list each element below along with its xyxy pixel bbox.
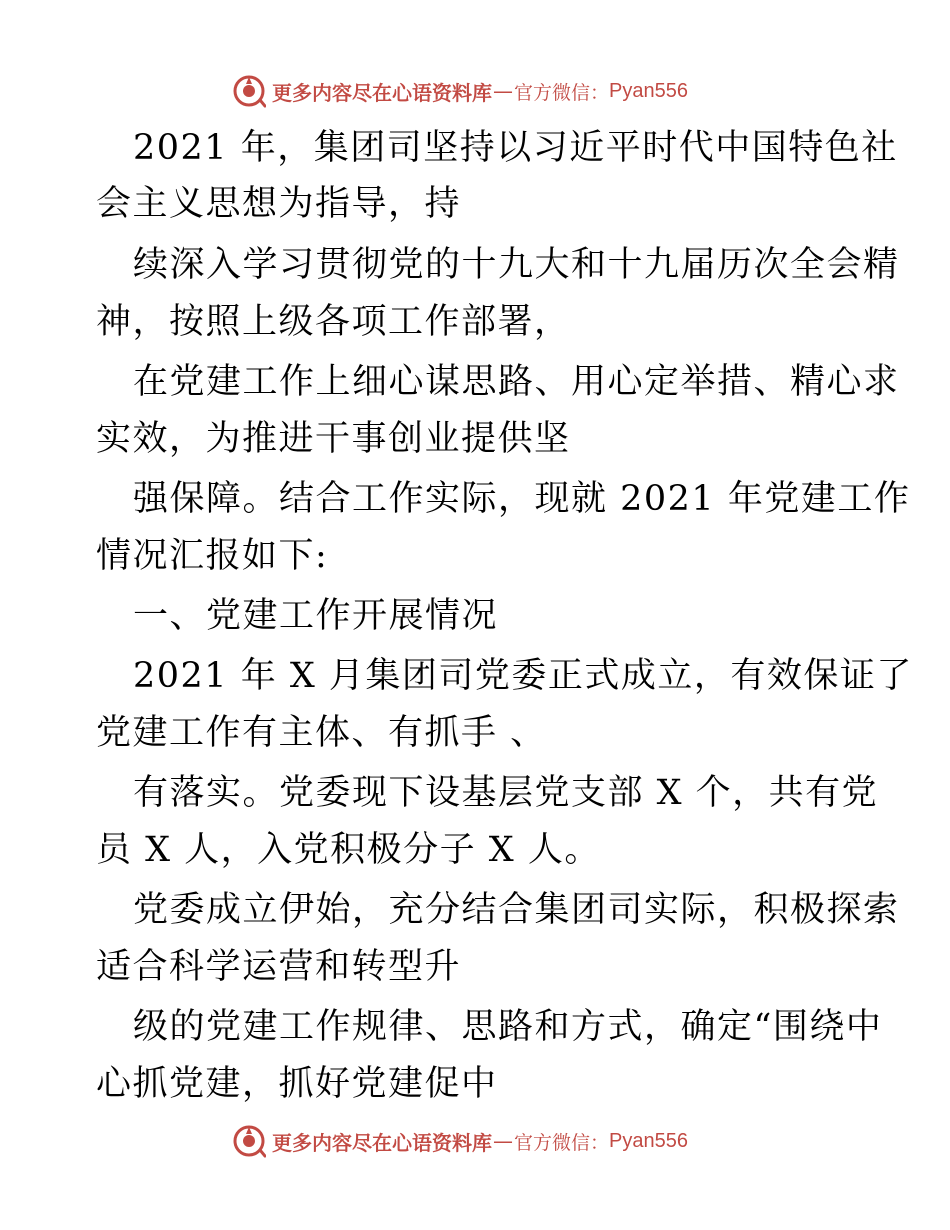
paragraph-line: 实效，为推进干事创业提供坚 xyxy=(96,419,571,459)
paragraph-line: 2021 年，集团司坚持以习近平时代中国特色社 xyxy=(133,128,898,168)
watermark-separator: — xyxy=(493,1129,513,1153)
paragraph-line: 党委成立伊始，充分结合集团司实际，积极探索 xyxy=(133,890,900,930)
watermark-wechat-label: 官方微信： xyxy=(514,1131,610,1154)
watermark-banner-bottom xyxy=(232,1121,688,1161)
watermark-wechat-label: 官方微信： xyxy=(514,81,610,104)
watermark-banner-top xyxy=(232,71,688,111)
paragraph-line: 有落实。党委现下设基层党支部 X 个，共有党 xyxy=(133,773,879,813)
paragraph-line: 党建工作有主体、有抓手 、 xyxy=(96,713,547,753)
paragraph-line: 会主义思想为指导，持 xyxy=(96,184,462,224)
paragraph-line: 员 X 人，入党积极分子 X 人。 xyxy=(96,830,601,870)
watermark-wechat-id: Pyan556 xyxy=(609,79,688,102)
paragraph-line: 强保障。结合工作实际，现就 2021 年党建工作 xyxy=(133,479,911,519)
seal-logo-icon xyxy=(232,1124,266,1158)
paragraph-line: 情况汇报如下: xyxy=(96,536,329,576)
paragraph-line: 2021 年 X 月集团司党委正式成立，有效保证了 xyxy=(133,656,913,696)
paragraph-line: 心抓党建，抓好党建促中 xyxy=(96,1064,498,1104)
watermark-wechat-id: Pyan556 xyxy=(609,1129,688,1152)
watermark-separator: — xyxy=(493,79,513,103)
section-heading: 一、党建工作开展情况 xyxy=(133,596,499,636)
watermark-site-text: 更多内容尽在心语资料库 xyxy=(272,1130,492,1155)
paragraph-line: 适合科学运营和转型升 xyxy=(96,947,462,987)
paragraph-line: 续深入学习贯彻党的十九大和十九届历次全会精 xyxy=(133,245,900,285)
paragraph-line: 级的党建工作规律、思路和方式，确定“围绕中 xyxy=(133,1007,883,1047)
watermark-site-text: 更多内容尽在心语资料库 xyxy=(272,80,492,105)
seal-logo-icon xyxy=(232,74,266,108)
paragraph-line: 在党建工作上细心谋思路、用心定举措、精心求 xyxy=(133,362,900,402)
paragraph-line: 神，按照上级各项工作部署， xyxy=(96,302,571,342)
